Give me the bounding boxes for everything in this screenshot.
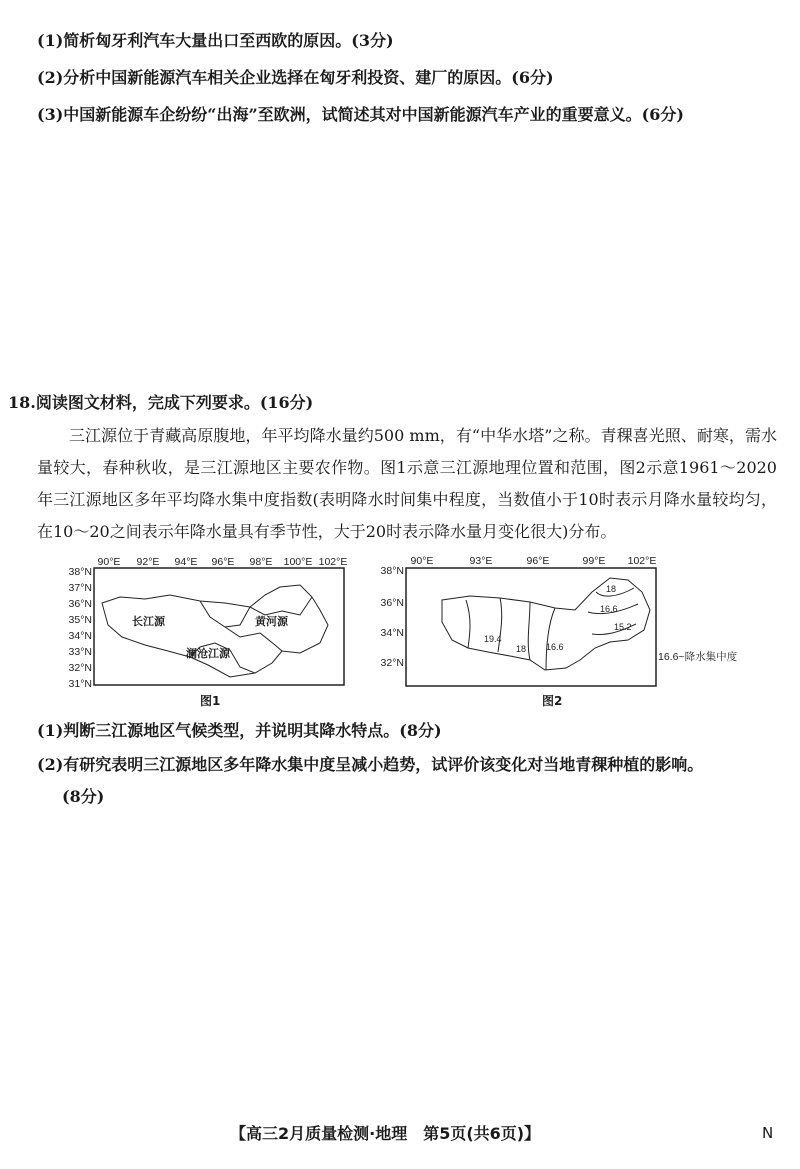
map1-lon-label: 92°E	[136, 556, 160, 568]
map1-lon-label: 94°E	[174, 556, 198, 568]
material-text: 三江源位于青藏高原腹地，年平均降水量约500 mm，有“中华水塔”之称。青稞喜光照、耐寒，需水量较大，春种秋收，是三江源地区主要农作物。图1示意三江源地理位置和范围，图2示意1961～2020年三江源地区多年平均降水集中度指数(表明降水时间集中程度，当数值小于10时表示月降水量较均匀，在10～20之间表示年降水量具有季节性，大于20时表示降水量月变化很大)分布。	[37, 426, 777, 541]
map1-lat-label: 32°N	[68, 662, 92, 674]
map2-isoline-labels	[484, 584, 632, 654]
map2-lon-label: 90°E	[410, 555, 434, 567]
map1-lat-label: 35°N	[68, 614, 92, 626]
map1-lat-label: 33°N	[68, 646, 92, 658]
question-18-1: (1)判断三江源地区气候类型，并说明其降水特点。(8分)	[37, 721, 442, 740]
question-18-heading: 18.阅读图文材料，完成下列要求。(16分)	[8, 393, 314, 412]
map2-lon-labels	[411, 555, 657, 567]
map2-lon-label: 102°E	[627, 555, 657, 567]
map1-lon-label: 96°E	[211, 556, 235, 568]
map2-lon-label: 93°E	[469, 555, 493, 567]
question-18-material	[37, 420, 777, 548]
map1-label-huanghe: 黄河源	[255, 616, 288, 628]
map2-isoline-label: 18	[516, 644, 527, 654]
corner-mark: N	[762, 1124, 774, 1142]
figure1-caption: 图1	[200, 694, 221, 708]
map2-lon-label: 99°E	[582, 555, 606, 567]
map1-lat-label: 34°N	[68, 630, 92, 642]
map2-isoline	[546, 608, 555, 670]
map2-isoline	[528, 602, 530, 660]
map1-lon-label: 98°E	[249, 556, 273, 568]
map1-lon-labels	[98, 556, 348, 568]
map1-boundary-line	[225, 627, 282, 651]
question-17-2: (2)分析中国新能源汽车相关企业选择在匈牙利投资、建厂的原因。(6分)	[37, 68, 554, 87]
map2-isoline	[466, 600, 470, 648]
map1-label-changjiang: 长江源	[132, 616, 165, 628]
question-17-1: (1)简析匈牙利汽车大量出口至西欧的原因。(3分)	[37, 31, 394, 50]
map2-isoline-label: 16.6	[600, 604, 618, 614]
map1-lat-label: 31°N	[68, 678, 92, 690]
map1-lon-label: 102°E	[318, 556, 348, 568]
map1-lon-label: 100°E	[283, 556, 313, 568]
map1-lat-label: 37°N	[68, 582, 92, 594]
map2-legend: 16.6~降水集中度	[658, 651, 738, 663]
question-18-2-score: (8分)	[62, 787, 105, 806]
map2-lat-label: 34°N	[380, 627, 404, 639]
map2-isoline-label: 16.6	[546, 642, 564, 652]
map1-lat-labels	[69, 566, 92, 690]
map2-isoline-label: 19.4	[484, 634, 502, 644]
figure2-map	[370, 552, 770, 692]
map1-boundary-line	[200, 601, 250, 627]
map1-sanjiangyuan-outline	[102, 585, 328, 677]
figure2-caption: 图2	[542, 694, 563, 708]
map2-lon-label: 96°E	[526, 555, 550, 567]
map1-label-lancangjiang: 澜沧江源	[186, 648, 230, 660]
map1-lat-label: 36°N	[68, 598, 92, 610]
map2-lat-labels	[381, 565, 404, 669]
map1-outlines	[102, 585, 328, 677]
question-17-3: (3)中国新能源车企纷纷“出海”至欧洲，试简述其对中国新能源汽车产业的重要意义。(6分)	[37, 105, 684, 124]
map2-lat-label: 32°N	[380, 657, 404, 669]
map2-lat-label: 36°N	[380, 597, 404, 609]
map1-lat-label: 38°N	[68, 566, 92, 578]
map2-lat-label: 38°N	[380, 565, 404, 577]
question-18-2: (2)有研究表明三江源地区多年降水集中度呈减小趋势，试评价该变化对当地青稞种植的影响。	[37, 755, 704, 774]
page-footer: 【高三2月质量检测·地理 第5页(共6页)】	[230, 1124, 541, 1143]
map1-lon-label: 90°E	[97, 556, 121, 568]
map2-isoline-label: 15.2	[614, 622, 632, 632]
map2-isoline-label: 18	[606, 584, 617, 594]
figure1-map	[50, 555, 350, 695]
